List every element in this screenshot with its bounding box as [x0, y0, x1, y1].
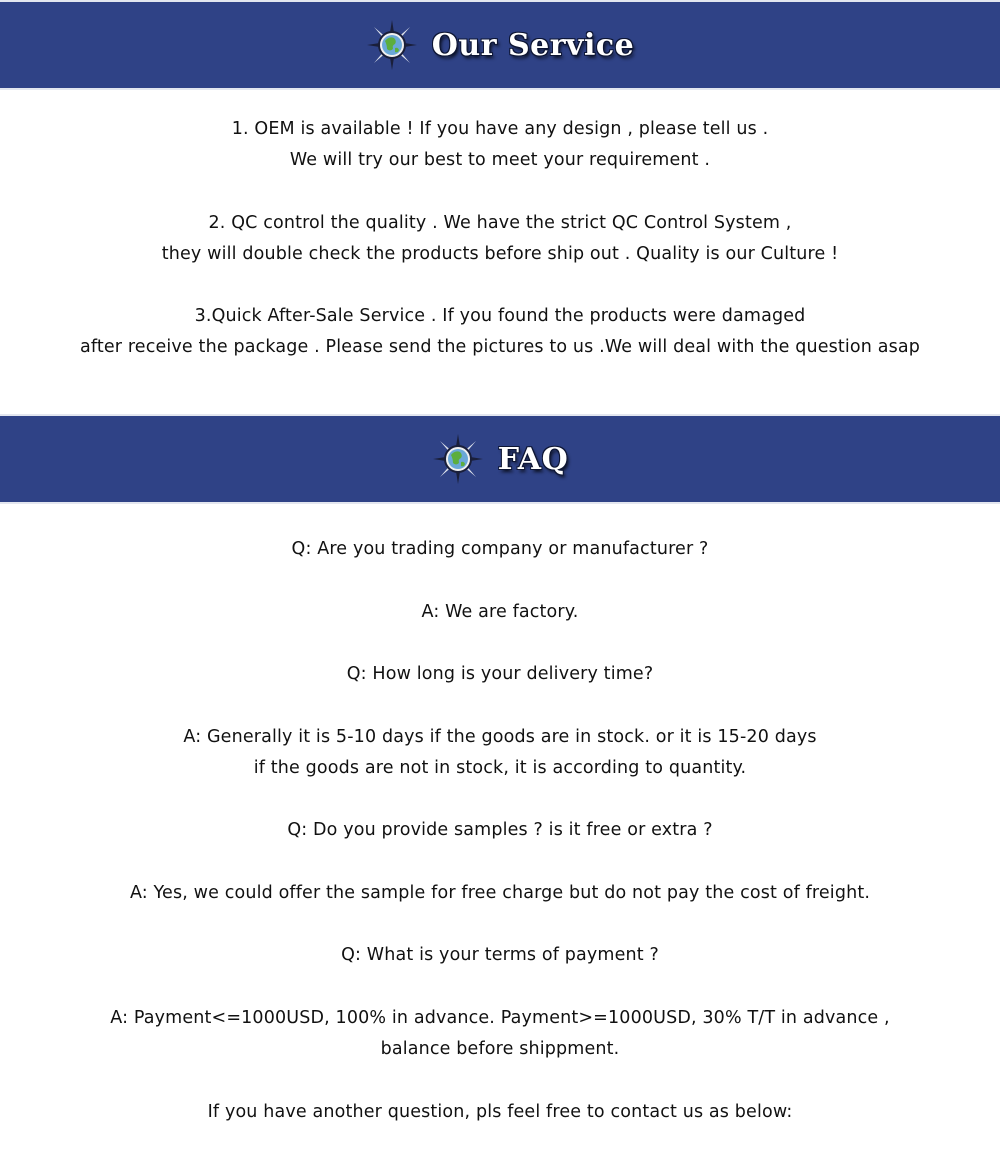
text-line: If you have another question, pls feel free to contact us as below:	[207, 1102, 793, 1122]
banner-content	[432, 433, 568, 485]
globe-compass-icon	[432, 433, 484, 485]
text-line: Q: Do you provide samples ? is it free or extra ?	[287, 820, 713, 840]
our-service-title: Our Service	[431, 27, 635, 63]
text-line: after receive the package . Please send the pictures to us .We will deal with the question asap	[79, 337, 921, 357]
text-line: 3.Quick After-Sale Service . If you found the products were damaged	[194, 306, 806, 326]
text-line: We will try our best to meet your requirement .	[289, 150, 711, 170]
our-service-banner	[0, 0, 1000, 90]
faq-question-1	[0, 534, 1000, 565]
banner-content	[366, 19, 634, 71]
faq-answer-4	[0, 1003, 1000, 1065]
service-item-3	[0, 301, 1000, 363]
text-line: A: Payment<=1000USD, 100% in advance. Payment>=1000USD, 30% T/T in advance ,	[110, 1008, 890, 1028]
faq-answer-3	[0, 878, 1000, 909]
faq-question-2	[0, 659, 1000, 690]
globe-compass-icon	[366, 19, 418, 71]
text-line: A: Generally it is 5-10 days if the goods are in stock. or it is 15-20 days	[183, 727, 817, 747]
text-line: A: We are factory.	[421, 602, 579, 622]
text-line: they will double check the products before ship out . Quality is our Culture !	[161, 244, 839, 264]
text-line: Q: How long is your delivery time?	[346, 664, 654, 684]
faq-banner	[0, 414, 1000, 504]
text-line: Q: What is your terms of payment ?	[341, 945, 659, 965]
service-item-1	[0, 114, 1000, 176]
service-item-2	[0, 208, 1000, 270]
text-line: 2. QC control the quality . We have the strict QC Control System ,	[208, 213, 792, 233]
text-line: Q: Are you trading company or manufacturer ?	[291, 539, 709, 559]
faq-question-3	[0, 815, 1000, 846]
faq-question-4	[0, 940, 1000, 971]
text-line: balance before shippment.	[380, 1039, 620, 1059]
contact-note	[0, 1097, 1000, 1128]
faq-title: FAQ	[497, 441, 569, 477]
text-line: 1. OEM is available ! If you have any design , please tell us .	[231, 119, 769, 139]
faq-answer-1	[0, 597, 1000, 628]
faq-answer-2	[0, 722, 1000, 784]
text-line: A: Yes, we could offer the sample for free charge but do not pay the cost of freight.	[129, 883, 871, 903]
text-line: if the goods are not in stock, it is according to quantity.	[253, 758, 747, 778]
